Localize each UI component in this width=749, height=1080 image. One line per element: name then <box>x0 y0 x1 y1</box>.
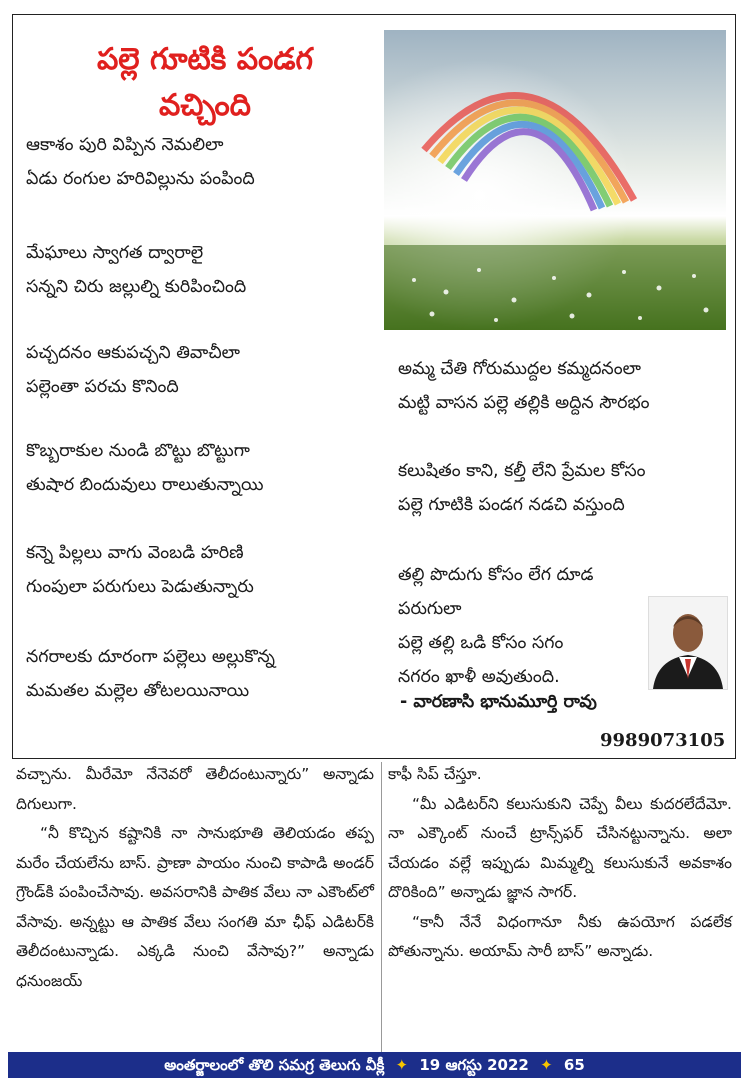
stanza-right-1 <box>398 352 649 420</box>
poem-line: ఏడు రంగుల హరివిల్లును పంపింది <box>26 169 255 189</box>
stanza-left-5 <box>26 536 254 604</box>
page-number: 65 <box>563 1056 585 1074</box>
story-paragraph: “మీ ఎడిటర్‌ని కలుసుకుని చెప్పే వీలు కుదరలేదేమో. నా ఎక్కౌంట్ నుంచే ట్రాన్స్‌ఫర్ చేసినట్టున్నాను. అలా చేయడం వల్లే ఇప్పుడు మిమ్మల్ని కలుసుకునే అవకాశం దొరికింది” అన్నాడు జ్ఞాన సాగర్. <box>388 794 732 901</box>
stanza-right-2 <box>398 454 646 522</box>
poem-line: కొబ్బరాకుల నుండి బొట్టు బొట్టుగా <box>26 441 250 461</box>
rainbow-meadow-image <box>384 30 726 330</box>
story-paragraph: “కానీ నేనే విధంగానూ నీకు ఉపయోగ పడలేక పోతున్నాను. అయామ్ సారీ బాస్” అన్నాడు. <box>388 912 732 960</box>
star-icon: ✦ <box>540 1056 553 1074</box>
poem-line: సన్నని చిరు జల్లుల్ని కురిపించింది <box>26 277 247 297</box>
story-paragraph: వచ్చాను. మీరేమో నేనెవరో తెలీదంటున్నారు” అన్నాడు దిగులుగా. <box>16 765 374 813</box>
poem-line: ఆకాశం పురి విప్పిన నెమలిలా <box>26 135 224 155</box>
stanza-left-2 <box>26 236 246 304</box>
poem-line: పచ్చదనం ఆకుపచ్చని తివాచీలా <box>26 343 240 363</box>
poem-line: తల్లి పొదుగు కోసం లేగ దూడ <box>398 565 594 585</box>
stanza-left-6 <box>26 640 275 708</box>
stanza-right-3 <box>398 558 593 694</box>
poem-title-line1: పల్లె గూటికి పండగ <box>96 42 314 77</box>
poem-line: పల్లె గూటికి పండగ నడచి వస్తుంది <box>398 495 625 515</box>
footer-band <box>8 1052 741 1078</box>
stanza-left-3 <box>26 336 240 404</box>
poem-line: పల్లె తల్లి ఒడి కోసం సగం <box>398 633 564 653</box>
poem-line: మట్టి వాసన పల్లె తల్లికి అద్దిన సౌరభం <box>398 393 650 413</box>
stanza-left-4 <box>26 434 264 502</box>
column-divider <box>381 762 382 1052</box>
poem-line: తుషార బిందువులు రాలుతున్నాయి <box>26 475 264 495</box>
author-photo <box>648 596 728 690</box>
story-right-column <box>388 760 732 967</box>
poem-line: నగరం ఖాళీ అవుతుంది. <box>398 667 560 687</box>
magazine-tagline: అంతర్జాలంలో తొలి సమగ్ర తెలుగు వీక్లీ <box>164 1056 385 1074</box>
story-left-column <box>16 760 374 996</box>
issue-date: 19 ఆగస్టు 2022 <box>419 1056 529 1074</box>
poem-line: అమ్మ చేతి గోరుముద్దల కమ్మదనంలా <box>398 359 641 379</box>
poem-title-line2: వచ్చింది <box>159 88 251 123</box>
poem-line: పరుగులా <box>398 599 462 619</box>
poem-byline: - వారణాసి భానుమూర్తి రావు <box>400 692 597 712</box>
poem-line: మమతల మల్లెల తోటలయినాయి <box>26 681 250 701</box>
poem-line: గుంపులా పరుగులు పెడుతున్నారు <box>26 577 254 597</box>
poem-line: కలుషితం కాని, కల్తీ లేని ప్రేమల కోసం <box>398 461 646 481</box>
stanza-left-1 <box>26 128 255 196</box>
poem-line: మేఘాలు స్వాగత ద్వారాలై <box>26 243 204 263</box>
star-icon: ✦ <box>395 1056 409 1074</box>
story-paragraph: “నీ కొచ్చిన కష్టానికి నా సానుభూతి తెలియడం తప్ప మరేం చేయలేను బాస్. ప్రాణా పాయం నుంచి కాపాడి అండర్ గ్రౌండ్‌కి పంపించేసావు. అవసరానికి పాతిక వేలు నా ఎకౌంట్‌లో వేసావు. అన్నట్టు ఆ పాతిక వేలు సంగతి మా ఛీఫ్ ఎడిటర్‌కి తెలీదంటున్నాడు. ఎక్కడి నుంచి వేసావు?” అన్నాడు ధనుంజయ్ <box>16 824 374 990</box>
poem-line: పల్లెంతా పరచు కొనింది <box>26 377 179 397</box>
author-phone: 9989073105 <box>600 730 726 751</box>
story-paragraph: కాఫీ సిప్ చేస్తూ. <box>388 765 482 783</box>
poem-line: కన్నె పిల్లలు వాగు వెంబడి హరిణి <box>26 543 244 563</box>
poem-line: నగరాలకు దూరంగా పల్లెలు అల్లుకొన్న <box>26 647 275 667</box>
